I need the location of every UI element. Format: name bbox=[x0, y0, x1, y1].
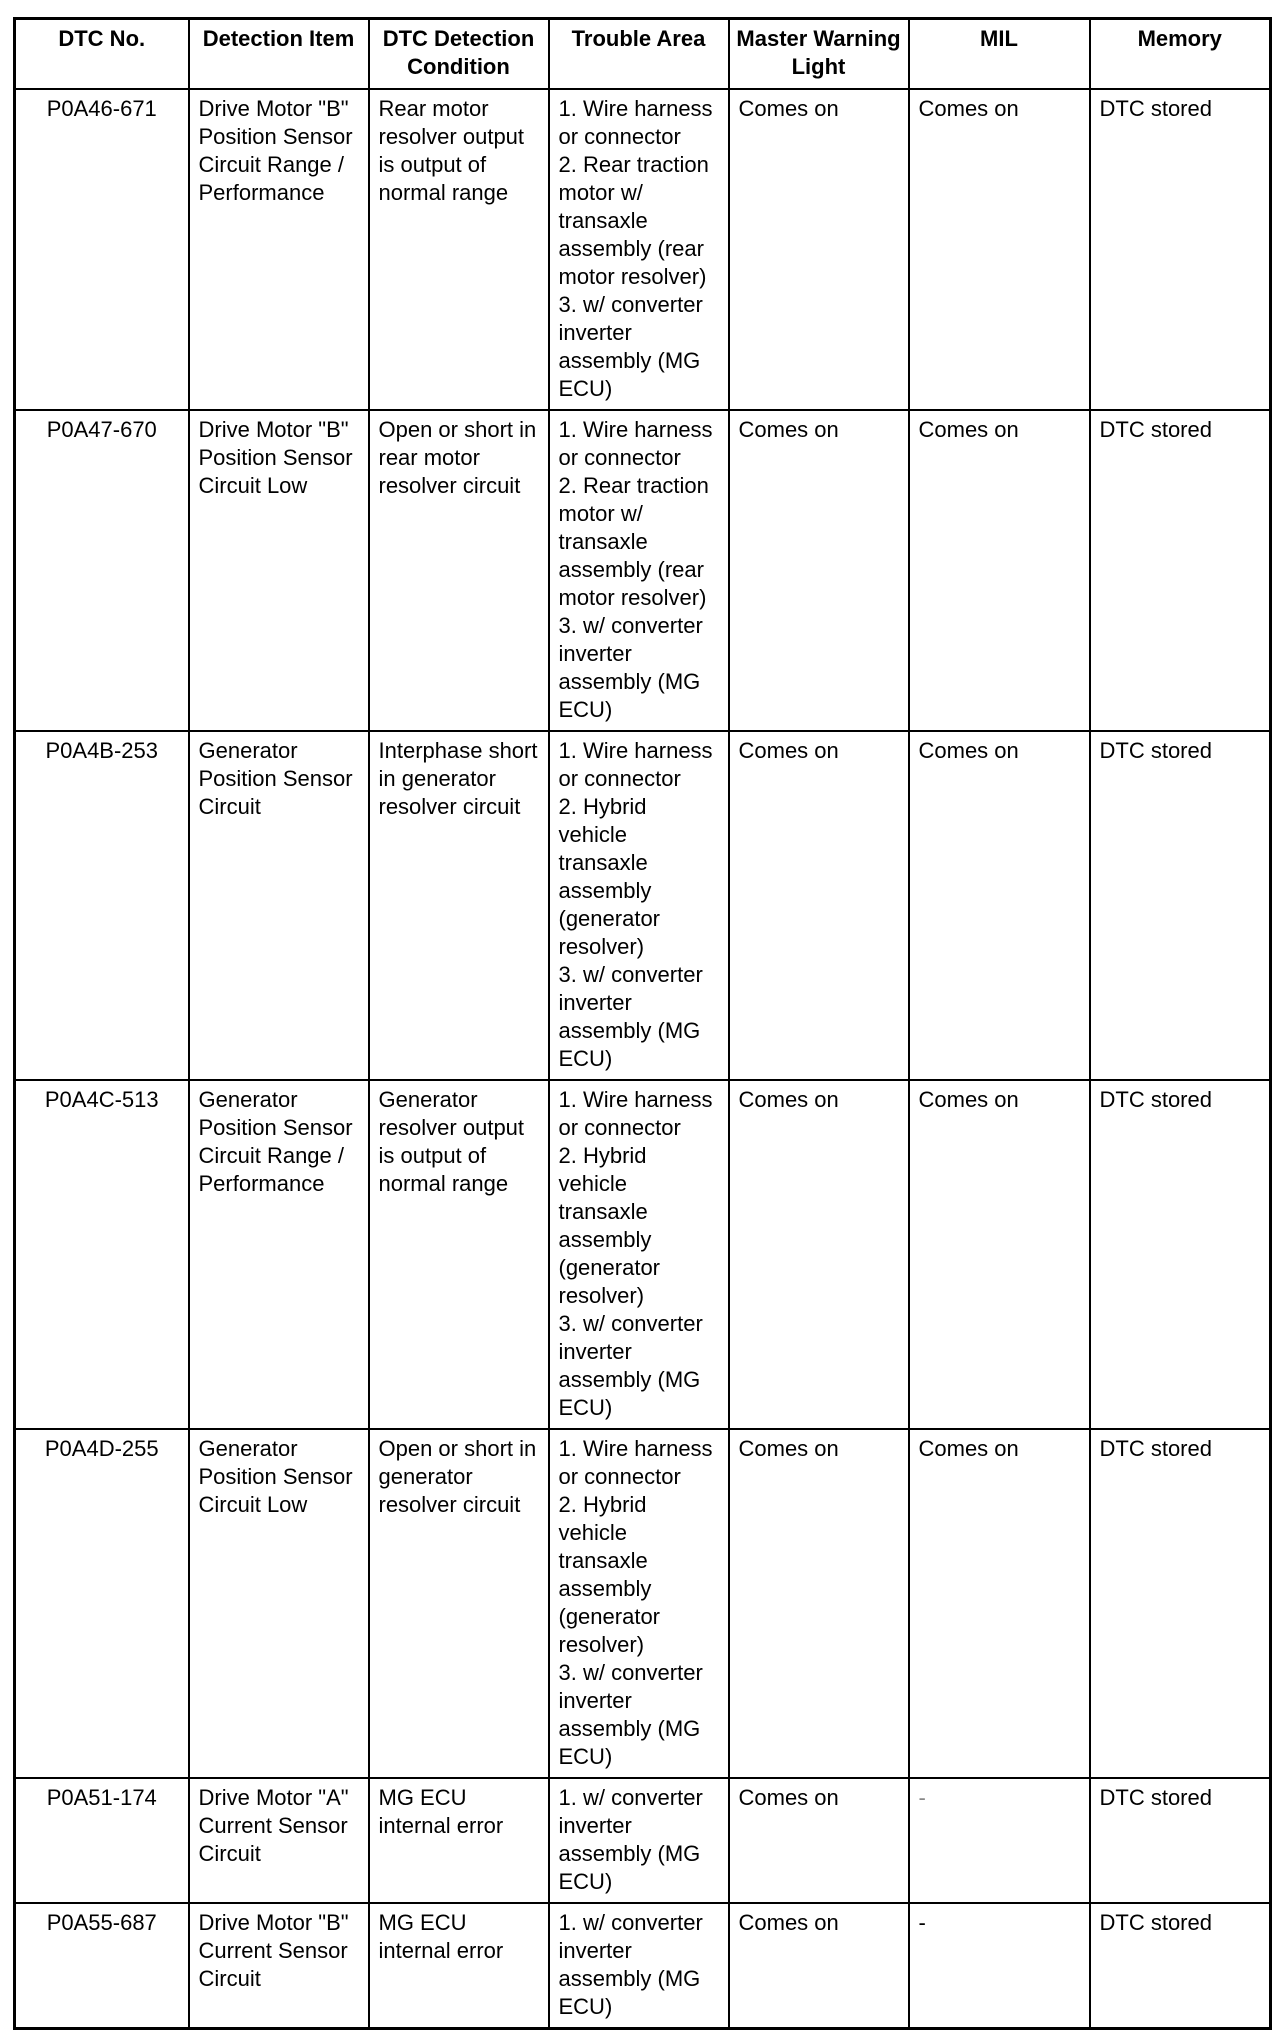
detection-item: Drive Motor "B" Position Sensor Circuit Range / Performance bbox=[189, 89, 369, 410]
memory-status: DTC stored bbox=[1090, 731, 1271, 1080]
mil-status: Comes on bbox=[909, 1429, 1090, 1778]
memory-status: DTC stored bbox=[1090, 1429, 1271, 1778]
header-trouble-area: Trouble Area bbox=[549, 19, 729, 89]
trouble-area-line: 3. w/ converter inverter assembly (MG ECU) bbox=[558, 1659, 703, 1769]
dtc-code: P0A47-670 bbox=[15, 410, 189, 731]
master-warning-status: Comes on bbox=[729, 1903, 909, 2029]
detection-item: Drive Motor "B" Current Sensor Circuit bbox=[189, 1903, 369, 2029]
header-row bbox=[15, 19, 1271, 89]
dtc-table bbox=[13, 17, 1272, 2030]
trouble-area-line: 3. w/ converter inverter assembly (MG ECU) bbox=[558, 612, 703, 722]
detection-item: Generator Position Sensor Circuit Range / Performance bbox=[189, 1080, 369, 1429]
trouble-area-line: 2. Hybrid vehicle transaxle assembly (generator resolver) bbox=[558, 1491, 661, 1657]
master-warning-status: Comes on bbox=[729, 1778, 909, 1903]
master-warning-status: Comes on bbox=[729, 89, 909, 410]
memory-status: DTC stored bbox=[1090, 1778, 1271, 1903]
detection-item: Drive Motor "B" Position Sensor Circuit Low bbox=[189, 410, 369, 731]
header-mil: MIL bbox=[909, 19, 1090, 89]
trouble-area-line: 1. Wire harness or connector bbox=[558, 1435, 713, 1489]
header-detection-item: Detection Item bbox=[189, 19, 369, 89]
table-row bbox=[15, 1429, 1271, 1778]
memory-status: DTC stored bbox=[1090, 410, 1271, 731]
header-detection-condition: DTC Detection Condition bbox=[369, 19, 549, 89]
detection-item: Generator Position Sensor Circuit bbox=[189, 731, 369, 1080]
trouble-area-line: 1. Wire harness or connector bbox=[558, 737, 713, 791]
detection-condition: Open or short in rear motor resolver circuit bbox=[369, 410, 549, 731]
dtc-code: P0A55-687 bbox=[15, 1903, 189, 2029]
header-master-warning-light: Master Warning Light bbox=[729, 19, 909, 89]
table-row bbox=[15, 1903, 1271, 2029]
trouble-area bbox=[549, 89, 729, 410]
trouble-area-line: 2. Rear traction motor w/ transaxle assembly (rear motor resolver) bbox=[558, 151, 709, 289]
detection-condition: MG ECU internal error bbox=[369, 1903, 549, 2029]
trouble-area bbox=[549, 410, 729, 731]
memory-status: DTC stored bbox=[1090, 1080, 1271, 1429]
table-row bbox=[15, 731, 1271, 1080]
detection-item: Drive Motor "A" Current Sensor Circuit bbox=[189, 1778, 369, 1903]
trouble-area-line: 3. w/ converter inverter assembly (MG ECU) bbox=[558, 961, 703, 1071]
trouble-area-line: 2. Rear traction motor w/ transaxle assembly (rear motor resolver) bbox=[558, 472, 709, 610]
table-row bbox=[15, 89, 1271, 410]
table-row bbox=[15, 410, 1271, 731]
table-row bbox=[15, 1778, 1271, 1903]
trouble-area-line: 3. w/ converter inverter assembly (MG ECU) bbox=[558, 291, 703, 401]
dtc-code: P0A4B-253 bbox=[15, 731, 189, 1080]
mil-status: Comes on bbox=[909, 410, 1090, 731]
memory-status: DTC stored bbox=[1090, 1903, 1271, 2029]
trouble-area bbox=[549, 1903, 729, 2029]
mil-status: - bbox=[909, 1778, 1090, 1903]
detection-condition: Generator resolver output is output of normal range bbox=[369, 1080, 549, 1429]
mil-status: Comes on bbox=[909, 1080, 1090, 1429]
master-warning-status: Comes on bbox=[729, 731, 909, 1080]
header-memory: Memory bbox=[1090, 19, 1271, 89]
detection-condition: Open or short in generator resolver circuit bbox=[369, 1429, 549, 1778]
dtc-code: P0A4D-255 bbox=[15, 1429, 189, 1778]
trouble-area-line: 2. Hybrid vehicle transaxle assembly (generator resolver) bbox=[558, 1142, 661, 1308]
table-row bbox=[15, 1080, 1271, 1429]
dtc-code: P0A4C-513 bbox=[15, 1080, 189, 1429]
trouble-area-line: 1. Wire harness or connector bbox=[558, 1086, 713, 1140]
trouble-area bbox=[549, 1080, 729, 1429]
master-warning-status: Comes on bbox=[729, 410, 909, 731]
detection-condition: Rear motor resolver output is output of normal range bbox=[369, 89, 549, 410]
trouble-area-line: 1. Wire harness or connector bbox=[558, 416, 713, 470]
header-dtc-no: DTC No. bbox=[15, 19, 189, 89]
mil-status: Comes on bbox=[909, 89, 1090, 410]
detection-condition: Interphase short in generator resolver circuit bbox=[369, 731, 549, 1080]
master-warning-status: Comes on bbox=[729, 1429, 909, 1778]
trouble-area bbox=[549, 1778, 729, 1903]
trouble-area bbox=[549, 1429, 729, 1778]
mil-status: Comes on bbox=[909, 731, 1090, 1080]
dtc-code: P0A51-174 bbox=[15, 1778, 189, 1903]
detection-condition: MG ECU internal error bbox=[369, 1778, 549, 1903]
mil-status: - bbox=[909, 1903, 1090, 2029]
trouble-area-line: 3. w/ converter inverter assembly (MG ECU) bbox=[558, 1310, 703, 1420]
master-warning-status: Comes on bbox=[729, 1080, 909, 1429]
trouble-area-line: 1. Wire harness or connector bbox=[558, 95, 713, 149]
memory-status: DTC stored bbox=[1090, 89, 1271, 410]
trouble-area-line: 2. Hybrid vehicle transaxle assembly (generator resolver) bbox=[558, 793, 661, 959]
detection-item: Generator Position Sensor Circuit Low bbox=[189, 1429, 369, 1778]
trouble-area-line: 1. w/ converter inverter assembly (MG ECU) bbox=[558, 1909, 703, 2019]
trouble-area-line: 1. w/ converter inverter assembly (MG ECU) bbox=[558, 1784, 703, 1894]
trouble-area bbox=[549, 731, 729, 1080]
dtc-code: P0A46-671 bbox=[15, 89, 189, 410]
